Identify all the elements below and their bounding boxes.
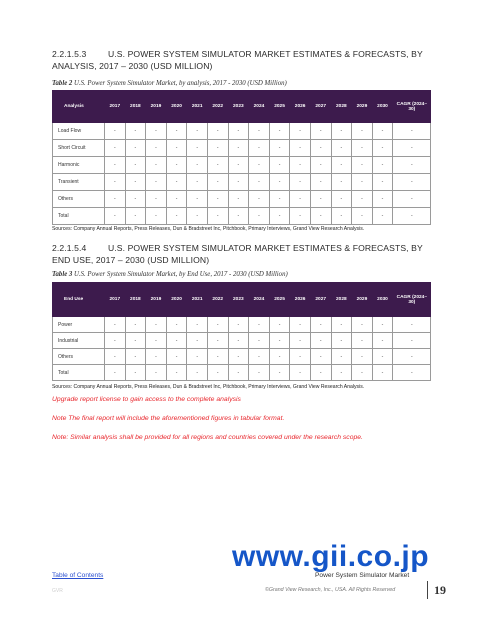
table-header-cell: 2023 [228,91,249,123]
table-header-cell: 2020 [166,91,187,123]
table-row [53,333,431,349]
table-header-cell: 2028 [331,91,352,123]
table-cell: - [146,333,167,349]
row-label: Others [53,191,105,208]
table-cell: - [166,123,187,140]
table-cell: - [249,317,270,333]
table-cell: - [207,191,228,208]
table-row [53,174,431,191]
table-cell: - [187,191,208,208]
table-row [53,349,431,365]
table-cell: - [146,349,167,365]
section-number: 2.2.1.5.4 [52,243,87,253]
table-cell: - [146,140,167,157]
table-cell: - [331,333,352,349]
table-cell: - [310,191,331,208]
section-heading-end-use [52,242,442,266]
table-header-cell: Analysis [53,91,105,123]
table-cell: - [269,157,290,174]
section-heading-analysis [52,48,442,72]
table-cell: - [372,174,393,191]
section-title: U.S. POWER SYSTEM SIMULATOR MARKET ESTIMATES & FORECASTS, BY END USE, 2017 – 2030 (USD MILLION) [52,243,423,265]
table-header-row [53,283,431,317]
table-header-cell: 2022 [207,91,228,123]
table-cell: - [249,208,270,225]
table-cell: - [105,349,126,365]
table-cell: - [249,349,270,365]
table-cell: - [331,140,352,157]
similar-analysis-note: Note: Similar analysis shall be provided for all regions and countries covered under the research scope. [52,434,363,441]
table-cell: - [166,157,187,174]
table-cell: - [331,317,352,333]
table-cell: - [228,208,249,225]
table-cell: - [310,174,331,191]
table-cell: - [166,349,187,365]
end-use-table [52,282,431,381]
table-cell: - [310,208,331,225]
table-cell: - [207,157,228,174]
table-cell: - [352,349,373,365]
table-cell: - [310,140,331,157]
table-cell: - [372,157,393,174]
table-header-cell: 2019 [146,283,167,317]
table-cell: - [331,157,352,174]
table-cell: - [125,208,146,225]
table-cell: - [269,365,290,381]
table-cell: - [207,208,228,225]
table-cell: - [290,333,311,349]
table-header-cell: 2029 [352,283,373,317]
table-header-cell: 2023 [228,283,249,317]
row-label: Load Flow [53,123,105,140]
table-cell: - [269,140,290,157]
watermark: www.gii.co.jp [232,540,430,573]
row-label: Harmonic [53,157,105,174]
table-cell: - [249,157,270,174]
table-cell: - [352,365,373,381]
table-header-cell: 2025 [269,91,290,123]
table-cell: - [146,174,167,191]
table-cell: - [166,174,187,191]
table-cell: - [290,123,311,140]
table-cell: - [393,365,431,381]
table-header-cell: 2026 [290,91,311,123]
table-cell: - [372,140,393,157]
table-header-cell: 2027 [310,91,331,123]
table-cell: - [187,123,208,140]
table-caption [52,271,288,278]
table-cell: - [331,191,352,208]
table-cell: - [372,349,393,365]
table-row [53,140,431,157]
table-cell: - [166,365,187,381]
table-cell: - [228,191,249,208]
table-header-cell: 2025 [269,283,290,317]
table-cell: - [187,157,208,174]
row-label: Total [53,365,105,381]
table-cell: - [393,333,431,349]
table-cell: - [393,208,431,225]
table-cell: - [125,333,146,349]
table-cell: - [331,349,352,365]
table-header-cell: 2020 [166,283,187,317]
table-header-cell: End Use [53,283,105,317]
table-cell: - [146,191,167,208]
table-cell: - [372,123,393,140]
section-title: U.S. POWER SYSTEM SIMULATOR MARKET ESTIMATES & FORECASTS, BY ANALYSIS, 2017 – 2030 (USD MILLION) [52,49,423,71]
table-cell: - [105,123,126,140]
table-cell: - [352,157,373,174]
table-cell: - [146,365,167,381]
table-cell: - [290,174,311,191]
table-cell: - [393,349,431,365]
table-cell: - [331,208,352,225]
table-row [53,365,431,381]
page-number: 19 [434,583,446,597]
table-cell: - [290,349,311,365]
table-cell: - [125,349,146,365]
table-cell: - [166,140,187,157]
table-cell: - [187,349,208,365]
table-header-cell: 2029 [352,91,373,123]
table-header-cell: CAGR (2024–30) [393,91,431,123]
table-cell: - [269,174,290,191]
table-cell: - [207,349,228,365]
table-cell: - [393,157,431,174]
table-cell: - [228,365,249,381]
table-cell: - [249,123,270,140]
table-cell: - [352,174,373,191]
table-cell: - [105,191,126,208]
table-header-cell: 2024 [249,91,270,123]
table-header-cell: 2024 [249,283,270,317]
table-cell: - [310,157,331,174]
table-cell: - [228,140,249,157]
table-cell: - [125,157,146,174]
table-row [53,208,431,225]
table-cell: - [187,208,208,225]
table-cell: - [166,208,187,225]
table-header-cell: 2030 [372,283,393,317]
table-cell: - [166,317,187,333]
analysis-table [52,90,431,225]
row-label: Short Circuit [53,140,105,157]
table-cell: - [310,349,331,365]
table-header-cell: 2017 [105,283,126,317]
table-header-cell: CAGR (2024–30) [393,283,431,317]
table-cell: - [331,174,352,191]
table-cell: - [207,140,228,157]
table-header-cell: 2021 [187,283,208,317]
table-sources: Sources: Company Annual Reports, Press Releases, Dun & Bradstreet Inc, Pitchbook, Primary Interviews, Grand View Research Analysis. [52,384,365,390]
table-cell: - [105,365,126,381]
footer-faint-mark: GVR [52,588,63,594]
table-header-cell: 2026 [290,283,311,317]
table-header-cell: 2030 [372,91,393,123]
table-cell: - [105,208,126,225]
row-label: Others [53,349,105,365]
table-cell: - [393,191,431,208]
table-cell: - [393,174,431,191]
footer-report-title: Power System Simulator Market [315,572,410,579]
footer-copyright: ©Grand View Research, Inc., USA. All Rights Reserved [265,587,396,593]
table-cell: - [249,191,270,208]
table-row [53,317,431,333]
table-cell: - [352,140,373,157]
table-cell: - [372,365,393,381]
table-cell: - [166,333,187,349]
table-cell: - [331,123,352,140]
table-cell: - [207,174,228,191]
table-cell: - [228,157,249,174]
table-cell: - [290,365,311,381]
table-row [53,123,431,140]
table-caption-prefix: Table 2 [52,80,73,87]
row-label: Transient [53,174,105,191]
table-cell: - [125,140,146,157]
table-cell: - [372,317,393,333]
table-cell: - [269,123,290,140]
table-caption [52,80,287,87]
table-cell: - [269,317,290,333]
table-cell: - [290,157,311,174]
table-header-row [53,91,431,123]
table-cell: - [290,208,311,225]
table-cell: - [310,365,331,381]
table-cell: - [207,333,228,349]
table-cell: - [352,191,373,208]
table-cell: - [352,333,373,349]
table-cell: - [207,123,228,140]
table-cell: - [372,208,393,225]
table-header-cell: 2028 [331,283,352,317]
table-cell: - [290,317,311,333]
table-cell: - [207,317,228,333]
table-cell: - [290,140,311,157]
table-header-cell: 2018 [125,91,146,123]
table-row [53,191,431,208]
section-number: 2.2.1.5.3 [52,49,87,59]
table-cell: - [290,191,311,208]
table-cell: - [125,317,146,333]
table-cell: - [352,123,373,140]
table-cell: - [269,208,290,225]
table-cell: - [393,317,431,333]
table-cell: - [310,333,331,349]
table-cell: - [146,157,167,174]
table-cell: - [146,317,167,333]
table-cell: - [187,365,208,381]
table-of-contents-link[interactable]: Table of Contents [52,572,104,579]
table-header-cell: 2021 [187,91,208,123]
table-cell: - [249,365,270,381]
table-cell: - [310,123,331,140]
table-header-cell: 2017 [105,91,126,123]
table-cell: - [331,365,352,381]
table-cell: - [310,317,331,333]
row-label: Total [53,208,105,225]
footer-divider [427,581,428,599]
row-label: Power [53,317,105,333]
table-cell: - [146,208,167,225]
table-cell: - [166,191,187,208]
table-caption-text: U.S. Power System Simulator Market, by analysis, 2017 - 2030 (USD Million) [74,80,287,87]
table-cell: - [125,365,146,381]
table-cell: - [105,317,126,333]
table-cell: - [125,191,146,208]
table-cell: - [228,174,249,191]
row-label: Industrial [53,333,105,349]
table-cell: - [269,333,290,349]
table-cell: - [269,191,290,208]
table-cell: - [187,174,208,191]
table-cell: - [146,123,167,140]
table-cell: - [187,333,208,349]
table-header-cell: 2018 [125,283,146,317]
table-header-cell: 2022 [207,283,228,317]
table-cell: - [105,333,126,349]
upgrade-note: Upgrade report license to gain access to the complete analysis [52,396,241,403]
table-caption-text: U.S. Power System Simulator Market, by End Use, 2017 - 2030 (USD Million) [74,271,288,278]
table-cell: - [207,365,228,381]
table-sources: Sources: Company Annual Reports, Press Releases, Dun & Bradstreet Inc, Pitchbook, Primary Interviews, Grand View Research Analysis. [52,226,365,232]
table-cell: - [187,317,208,333]
table-header-cell: 2019 [146,91,167,123]
table-cell: - [393,123,431,140]
table-cell: - [249,140,270,157]
table-caption-prefix: Table 3 [52,271,73,278]
table-cell: - [105,140,126,157]
table-header-cell: 2027 [310,283,331,317]
table-cell: - [372,191,393,208]
table-cell: - [352,208,373,225]
table-cell: - [187,140,208,157]
table-cell: - [372,333,393,349]
table-cell: - [105,157,126,174]
table-cell: - [228,123,249,140]
table-cell: - [249,174,270,191]
table-cell: - [393,140,431,157]
table-row [53,157,431,174]
table-cell: - [269,349,290,365]
table-cell: - [249,333,270,349]
table-cell: - [352,317,373,333]
table-cell: - [105,174,126,191]
final-report-note: Note The final report will include the aforementioned figures in tabular format. [52,415,285,422]
table-cell: - [228,349,249,365]
table-cell: - [228,333,249,349]
table-cell: - [125,123,146,140]
table-cell: - [125,174,146,191]
table-cell: - [228,317,249,333]
